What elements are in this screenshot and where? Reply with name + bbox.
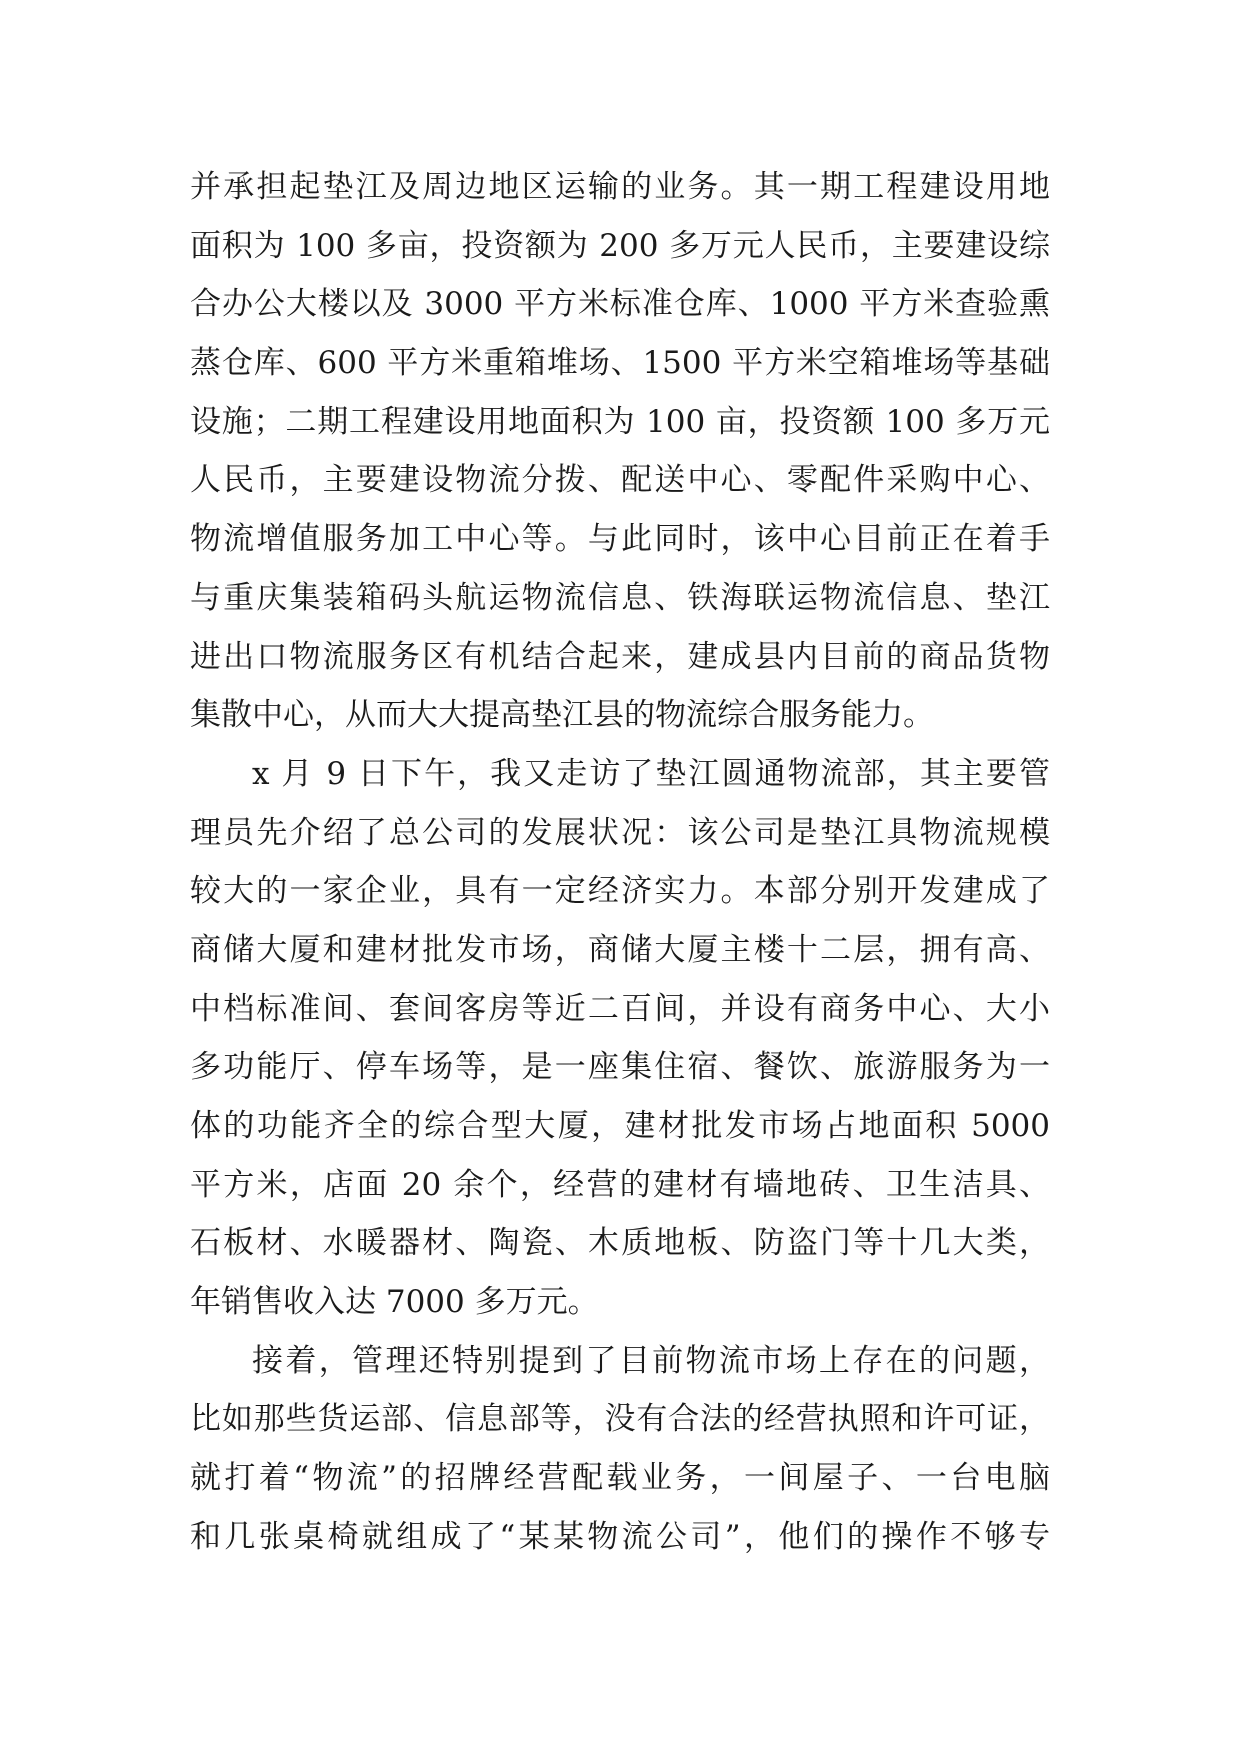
text-line: 物流增值服务加工中心等。与此同时，该中心目前正在着手 — [190, 521, 1050, 558]
text-line: 接着，管理还特别提到了目前物流市场上存在的问题， — [252, 1342, 1050, 1379]
text-line: 较大的一家企业，具有一定经济实力。本部分别开发建成了 — [190, 873, 1050, 910]
text-line: 进出口物流服务区有机结合起来，建成县内目前的商品货物 — [190, 638, 1050, 675]
text-line: 人民币，主要建设物流分拨、配送中心、零配件采购中心、 — [190, 462, 1050, 499]
text-line: 平方米，店面 20 余个，经营的建材有墙地砖、卫生洁具、 — [190, 1166, 1050, 1203]
text-line: 蒸仓库、600 平方米重箱堆场、1500 平方米空箱堆场等基础 — [190, 345, 1050, 382]
text-line: 商储大厦和建材批发市场，商储大厦主楼十二层，拥有高、 — [190, 931, 1050, 968]
text-line: x 月 9 日下午，我又走访了垫江圆通物流部，其主要管 — [252, 755, 1050, 792]
text-line: 理员先介绍了总公司的发展状况：该公司是垫江具物流规模 — [190, 814, 1050, 851]
text-line: 并承担起垫江及周边地区运输的业务。其一期工程建设用地 — [190, 169, 1050, 205]
text-line: 就打着“物流”的招牌经营配载业务，一间屋子、一台电脑 — [190, 1460, 1050, 1497]
text-line: 年销售收入达 7000 多万元。 — [190, 1284, 599, 1321]
text-line: 集散中心，从而大大提高垫江县的物流综合服务能力。 — [190, 697, 934, 734]
text-line: 比如那些货运部、信息部等，没有合法的经营执照和许可证， — [190, 1401, 1050, 1438]
text-line: 中档标准间、套间客房等近二百间，并设有商务中心、大小 — [190, 990, 1050, 1027]
text-line: 设施；二期工程建设用地面积为 100 亩，投资额 100 多万元 — [190, 403, 1050, 440]
document-body — [190, 158, 1050, 1567]
text-line: 面积为 100 多亩，投资额为 200 多万元人民币，主要建设综 — [190, 227, 1050, 264]
text-line: 多功能厅、停车场等，是一座集住宿、餐饮、旅游服务为一 — [190, 1049, 1050, 1086]
text-line: 合办公大楼以及 3000 平方米标准仓库、1000 平方米查验熏 — [190, 286, 1050, 323]
text-line: 与重庆集装箱码头航运物流信息、铁海联运物流信息、垫江 — [190, 579, 1050, 616]
text-line: 体的功能齐全的综合型大厦，建材批发市场占地面积 5000 — [190, 1108, 1050, 1144]
text-line: 和几张桌椅就组成了“某某物流公司”，他们的操作不够专 — [190, 1518, 1050, 1555]
text-line: 石板材、水暖器材、陶瓷、木质地板、防盗门等十几大类， — [190, 1225, 1050, 1262]
